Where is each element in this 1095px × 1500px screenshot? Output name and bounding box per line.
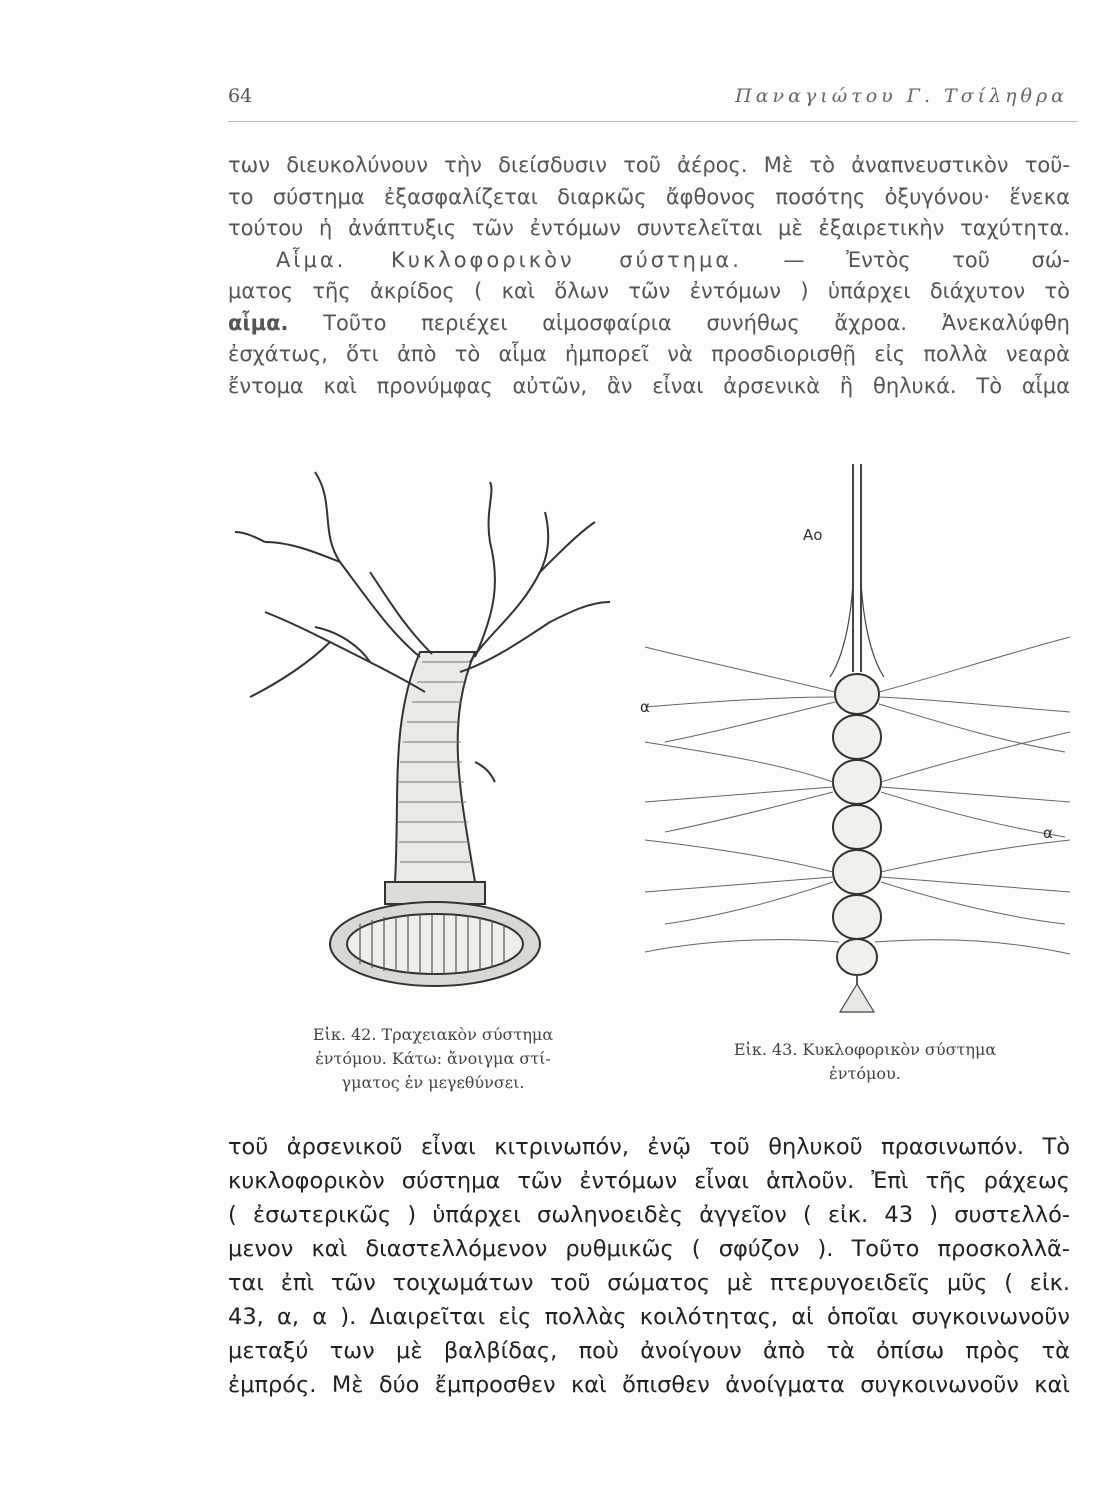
text-line: ται ἐπὶ τῶν τοιχωμάτων τοῦ σώματος μὲ πτερυγοειδεῖς μῦς ( εἰκ. xyxy=(228,1270,1070,1296)
text-line: κυκλοφορικὸν σύστημα τῶν ἐντόμων εἶναι ἁπλοῦν. Ἐπὶ τῆς ράχεως xyxy=(228,1168,1070,1194)
bottom-paragraph xyxy=(228,1130,1070,1402)
caption-line: ἐντόμου. xyxy=(829,1064,901,1083)
heading-continuation: — Ἐντὸς τοῦ σώ- xyxy=(783,247,1070,272)
page-number: 64 xyxy=(228,85,253,107)
text-line: ἔντομα καὶ προνύμφας αὐτῶν, ἂν εἶναι ἀρσενικὰ ἢ θηλυκά. Τὸ αἷμα xyxy=(228,373,1070,398)
text-line: 43, α, α ). Διαιρεῖται εἰς πολλὰς κοιλότητας, αἱ ὁποῖαι συγκοινωνοῦν xyxy=(228,1304,1070,1330)
figure-42-tracheal-system xyxy=(220,462,630,1007)
caption-line: Εἰκ. 42. Τραχειακὸν σύστημα xyxy=(312,1025,554,1044)
bold-term: αἷμα. xyxy=(228,310,289,335)
caption-line: Εἰκ. 43. Κυκλοφορικὸν σύστημα xyxy=(733,1040,997,1059)
text-line: τοῦ ἀρσενικοῦ εἶναι κιτρινωπόν, ἐνῷ τοῦ θηλυκοῦ πρασινωπόν. Τὸ xyxy=(228,1134,1070,1160)
figure-42-caption xyxy=(268,1023,598,1095)
page-header xyxy=(228,85,1078,113)
text-line: μεταξύ των μὲ βαλβίδας, ποὺ ἀνοίγουν ἀπὸ τὰ ὀπίσω πρὸς τὰ xyxy=(228,1338,1070,1364)
running-head: Παναγιώτου Γ. Τσίληθρα xyxy=(735,85,1068,107)
section-heading: Αἷμα. Κυκλοφορικὸν σύστημα. xyxy=(276,247,742,272)
header-rule xyxy=(228,121,1078,122)
figure-43-circulatory-system xyxy=(625,462,1075,1022)
text-line: τούτου ἡ ἀνάπτυξις τῶν ἐντόμων συντελεῖται μὲ ἐξαιρετικὴν ταχύτητα. xyxy=(228,216,1070,240)
label-aorta: Αο xyxy=(803,526,823,544)
text-line: ( ἐσωτερικῶς ) ὑπάρχει σωληνοειδὲς ἀγγεῖον ( εἰκ. 43 ) συστελλό- xyxy=(228,1202,1070,1228)
text-fragment: Τοῦτο περιέχει αἱμοσφαίρια συνήθως ἄχροα. Ἀνεκαλύφθη xyxy=(323,310,1070,335)
section-heading-line xyxy=(228,245,1070,277)
label-alpha-left: α xyxy=(640,698,650,716)
text-line: μενον καὶ διαστελλόμενον ρυθμικῶς ( σφύζον ). Τοῦτο προσκολλᾶ- xyxy=(228,1236,1070,1262)
figure-43-caption xyxy=(670,1038,1060,1086)
text-line: ἐσχάτως, ὅτι ἀπὸ τὸ αἷμα ἠμπορεῖ νὰ προσδιορισθῇ εἰς πολλὰ νεαρὰ xyxy=(228,342,1070,366)
label-alpha-right: α xyxy=(1043,824,1053,842)
text-line: των διευκολύνουν τὴν διείσδυσιν τοῦ ἀέρος. Μὲ τὸ ἀναπνευστικὸν τοῦ- xyxy=(228,153,1070,177)
caption-line: γματος ἐν μεγεθύνσει. xyxy=(341,1073,525,1092)
text-line: ματος τῆς ἀκρίδος ( καὶ ὅλων τῶν ἐντόμων ) ὑπάρχει διάχυτον τὸ xyxy=(228,279,1070,303)
text-line: ἐμπρός. Μὲ δύο ἔμπροσθεν καὶ ὄπισθεν ἀνοίγματα συγκοινωνοῦν καὶ xyxy=(228,1372,1070,1398)
caption-line: ἐντόμου. Κάτω: ἄνοιγμα στί- xyxy=(315,1049,551,1068)
text-line: το σύστημα ἐξασφαλίζεται διαρκῶς ἄφθονος ποσότης ὀξυγόνου· ἕνεκα xyxy=(228,184,1070,209)
text-line xyxy=(228,308,1070,340)
top-paragraph xyxy=(228,150,1070,402)
